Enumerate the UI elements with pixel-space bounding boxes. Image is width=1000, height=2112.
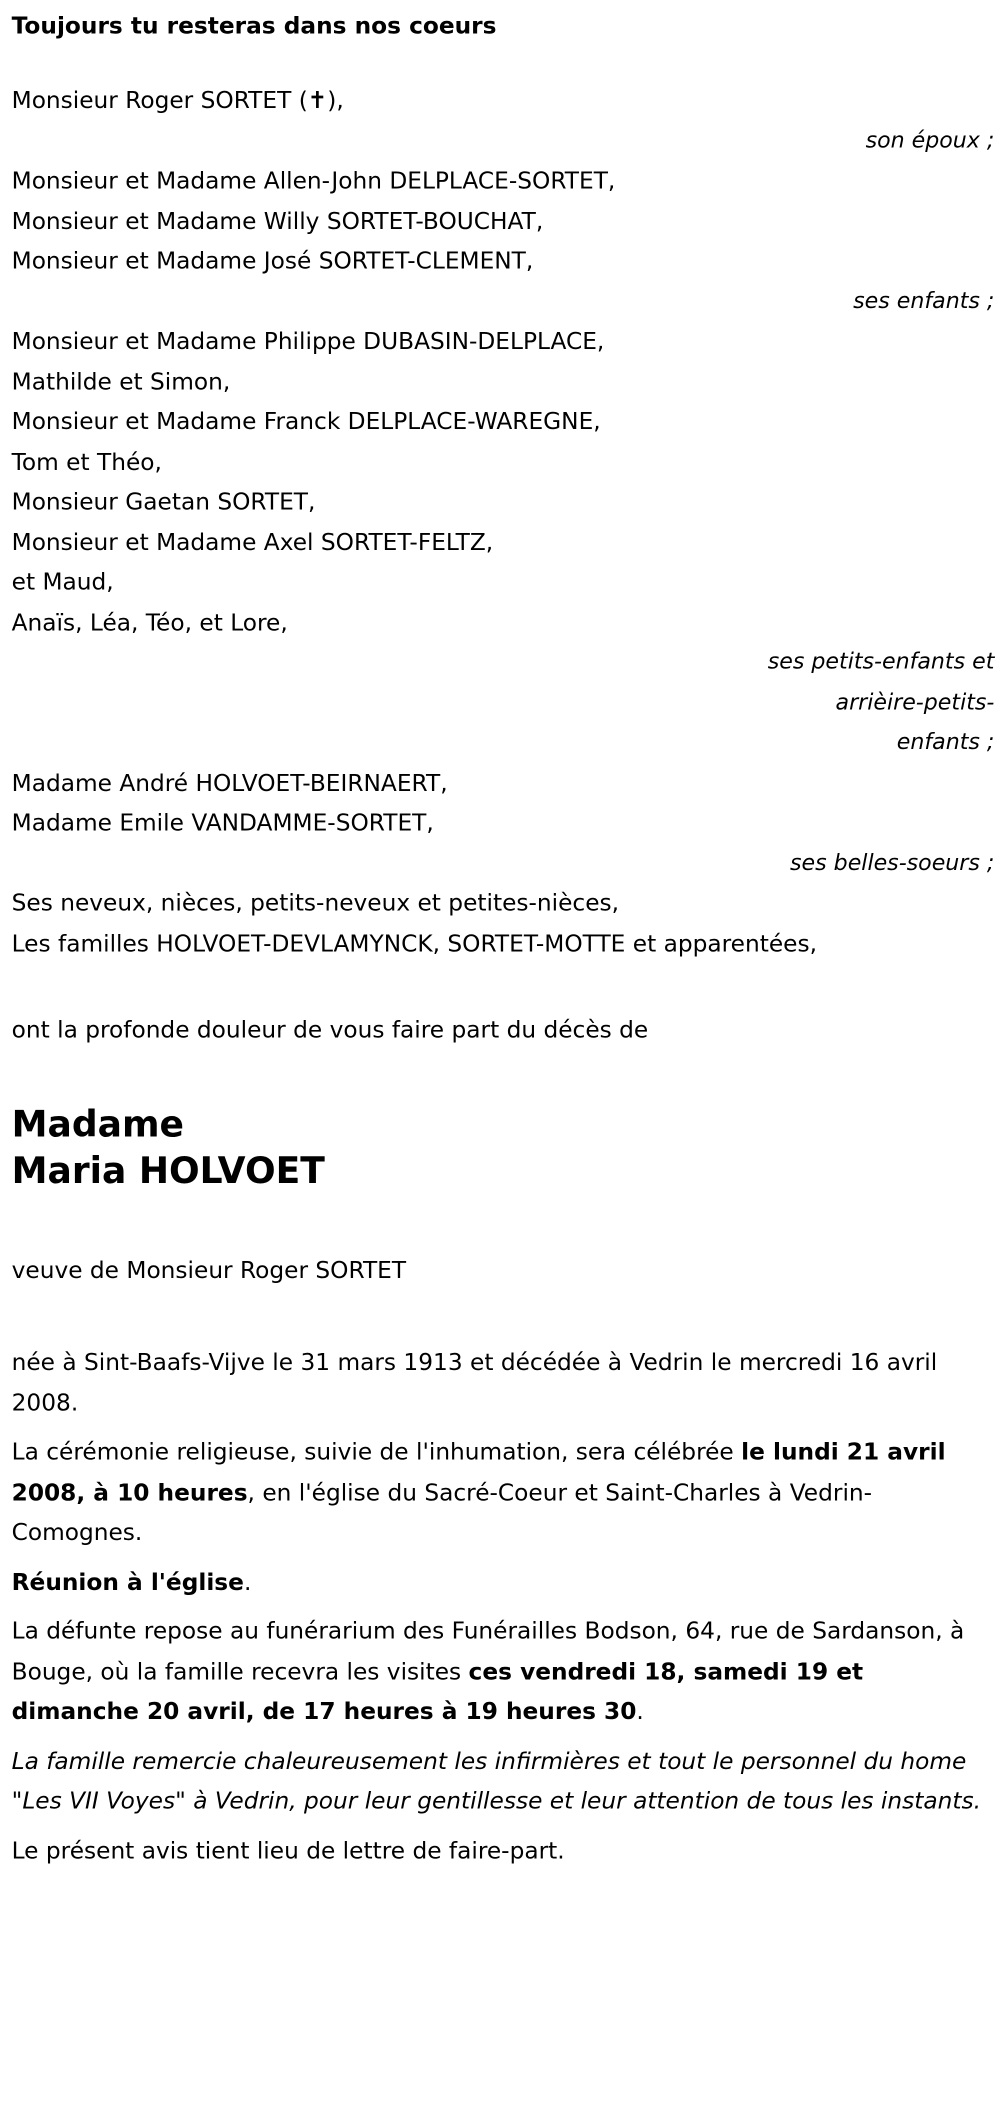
family-line: Monsieur et Madame José SORTET-CLEMENT, bbox=[11, 246, 534, 275]
family-line: Monsieur et Madame Axel SORTET-FELTZ, bbox=[11, 527, 494, 556]
family-line: Monsieur et Madame Allen-John DELPLACE-SORTET, bbox=[11, 166, 616, 195]
family-line: Ses neveux, nièces, petits-neveux et petites-nièces, bbox=[11, 888, 620, 917]
ceremony-paragraph bbox=[12, 1432, 997, 1552]
deceased-name: Maria HOLVOET bbox=[11, 1149, 325, 1192]
family-line: Monsieur et Madame Willy SORTET-BOUCHAT, bbox=[11, 206, 544, 235]
ceremony-datetime: le lundi 21 avril 2008, à 10 heures bbox=[11, 1437, 946, 1506]
family-line: Madame André HOLVOET-BEIRNAERT, bbox=[11, 768, 448, 797]
family-group-grandchildren bbox=[12, 321, 997, 762]
deceased-title: Madame bbox=[11, 1103, 185, 1145]
family-line: Tom et Théo, bbox=[11, 447, 162, 476]
family-line: Monsieur Roger SORTET (✝), bbox=[11, 86, 344, 114]
closing-paragraph: Le présent avis tient lieu de lettre de faire-part. bbox=[11, 1835, 565, 1864]
family-line: Madame Emile VANDAMME-SORTET, bbox=[11, 808, 434, 837]
meeting-text: Réunion à l'église bbox=[11, 1567, 244, 1596]
visits-period: . bbox=[636, 1696, 644, 1725]
family-line: Mathilde et Simon, bbox=[11, 366, 231, 395]
extended-family bbox=[12, 883, 997, 963]
relation-label: ses enfants ; bbox=[853, 287, 995, 314]
motto-heading: Toujours tu resteras dans nos coeurs bbox=[11, 11, 497, 40]
birth-death-paragraph: née à Sint-Baafs-Vijve le 31 mars 1913 et décédée à Vedrin le mercredi 16 avril 2008. bbox=[11, 1347, 938, 1416]
relation-label: son époux ; bbox=[865, 127, 995, 153]
visits-text: La défunte repose au funérarium des Funérailles Bodson, 64, rue de Sardanson, à Bouge, où la famille recevra les visites bbox=[11, 1616, 965, 1685]
family-line: Anaïs, Léa, Téo, et Lore, bbox=[11, 607, 288, 636]
family-line: Monsieur Gaetan SORTET, bbox=[11, 487, 316, 516]
meeting-paragraph bbox=[12, 1561, 997, 1601]
family-line: Monsieur et Madame Philippe DUBASIN-DELPLACE, bbox=[11, 326, 605, 355]
family-line: et Maud, bbox=[11, 567, 114, 596]
visits-paragraph bbox=[12, 1611, 997, 1731]
relation-label: ses belles-soeurs ; bbox=[790, 849, 995, 876]
ceremony-text: La cérémonie religieuse, suivie de l'inhumation, sera célébrée bbox=[11, 1437, 742, 1466]
relation-label: ses petits-enfants et arrièire-petits-enfants ; bbox=[767, 648, 995, 755]
obituary-content bbox=[12, 9, 997, 1870]
visits-schedule: ces vendredi 18, samedi 19 et dimanche 20 avril, de 17 heures à 19 heures 30 bbox=[11, 1656, 864, 1725]
ceremony-location: , en l'église du Sacré-Coeur et Saint-Charles à Vedrin-Comognes. bbox=[11, 1477, 873, 1546]
family-group-children bbox=[12, 160, 997, 320]
family-group-sisters-in-law bbox=[12, 762, 997, 882]
widow-of-text: veuve de Monsieur Roger SORTET bbox=[11, 1255, 407, 1284]
meeting-period: . bbox=[243, 1567, 252, 1596]
deceased-name-block bbox=[12, 1101, 997, 1194]
family-line: Monsieur et Madame Franck DELPLACE-WAREGNE, bbox=[11, 407, 601, 435]
thanks-paragraph: La famille remercie chaleureusement les infirmières et tout le personnel du home "Les VII Voyes" à Vedrin, pour leur gentillesse et leur attention de tous les instants. bbox=[11, 1746, 981, 1815]
announcement-text: ont la profonde douleur de vous faire part du décès de bbox=[11, 1015, 649, 1044]
family-group-spouse bbox=[12, 80, 997, 160]
family-line: Les familles HOLVOET-DEVLAMYNCK, SORTET-MOTTE et apparentées, bbox=[11, 928, 817, 957]
